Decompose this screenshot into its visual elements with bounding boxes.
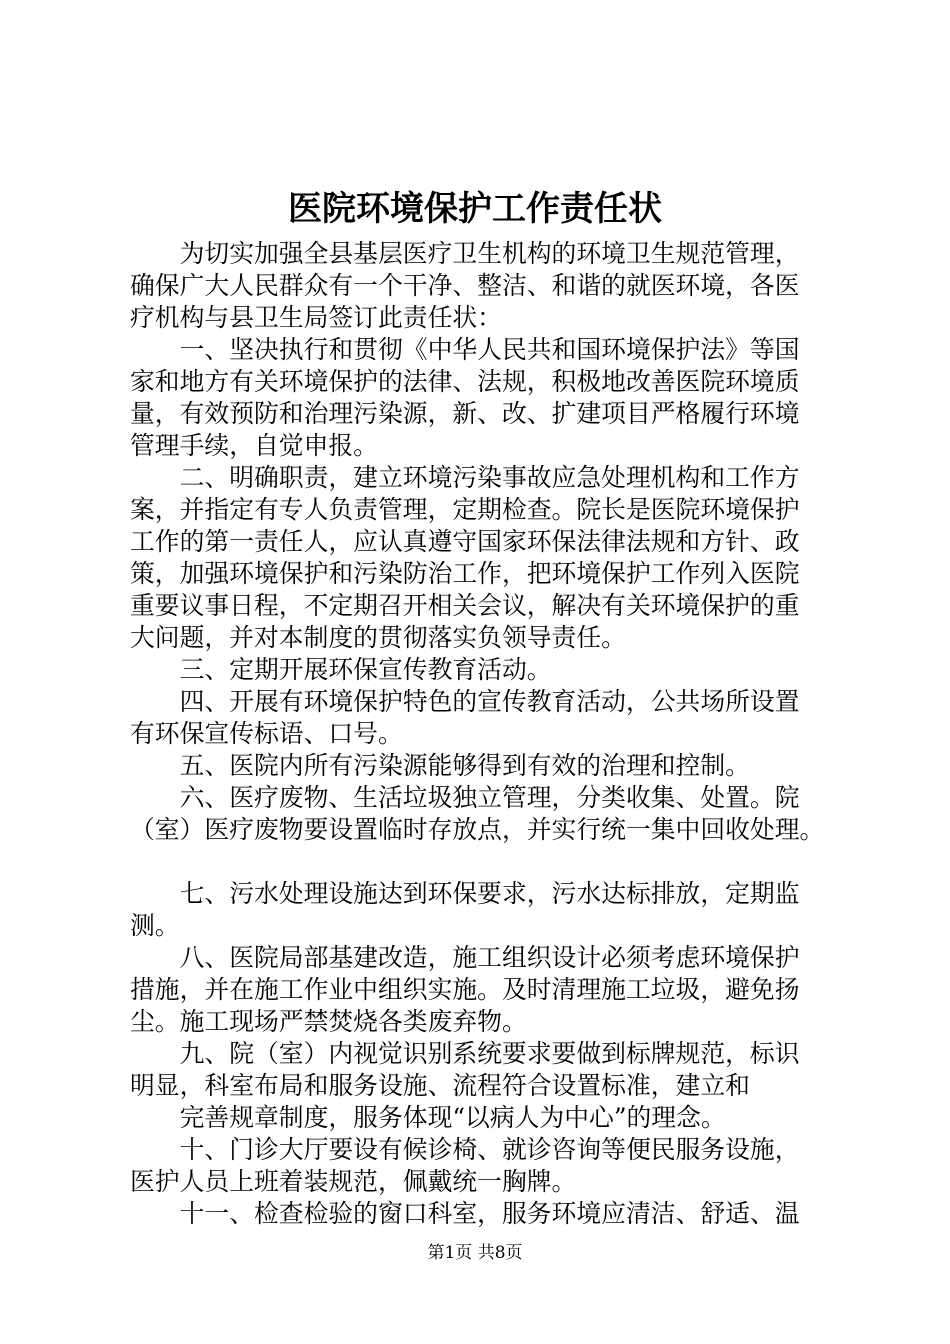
- body-line: 三、定期开展环保宣传教育活动。: [130, 655, 552, 684]
- body-line: 五、医院内所有污染源能够得到有效的治理和控制。: [130, 751, 750, 780]
- body-line: 确保广大人民群众有一个干净、整洁、和谐的就医环境，各医: [130, 271, 800, 300]
- body-line: 工作的第一责任人，应认真遵守国家环保法律法规和方针、政: [130, 527, 800, 556]
- body-line: 明显，科室布局和服务设施、流程符合设置标准，建立和: [130, 1071, 750, 1100]
- body-line: 案，并指定有专人负责管理，定期检查。院长是医院环境保护: [130, 495, 800, 524]
- document-title: 医院环境保护工作责任状: [288, 189, 662, 229]
- body-line: 一、坚决执行和贯彻《中华人民共和国环境保护法》等国: [130, 335, 800, 364]
- body-line: 量，有效预防和治理污染源，新、改、扩建项目严格履行环境: [130, 399, 800, 428]
- body-line: 尘。施工现场严禁焚烧各类废弃物。: [130, 1007, 527, 1036]
- body-line: 疗机构与县卫生局签订此责任状：: [130, 303, 502, 332]
- body-line: 大问题，并对本制度的贯彻落实负领导责任。: [130, 623, 626, 652]
- body-line: 八、医院局部基建改造，施工组织设计必须考虑环境保护: [130, 943, 800, 972]
- body-line: 完善规章制度，服务体现“以病人为中心”的理念。: [130, 1103, 726, 1132]
- body-line: （室）医疗废物要设置临时存放点，并实行统一集中回收处理。: [130, 815, 825, 844]
- body-line: 医护人员上班着装规范，佩戴统一胸牌。: [130, 1167, 577, 1196]
- body-line: 测。: [130, 911, 180, 940]
- body-line: 措施，并在施工作业中组织实施。及时清理施工垃圾，避免扬: [130, 975, 800, 1004]
- body-line: 管理手续，自觉申报。: [130, 431, 378, 460]
- body-line: 十、门诊大厅要设有候诊椅、就诊咨询等便民服务设施，: [130, 1135, 800, 1164]
- body-line: 有环保宣传标语、口号。: [130, 719, 403, 748]
- body-line: 策，加强环境保护和污染防治工作，把环境保护工作列入医院: [130, 559, 800, 588]
- body-line: 六、医疗废物、生活垃圾独立管理，分类收集、处置。院: [130, 783, 800, 812]
- page-number: 第1页 共8页: [427, 1243, 523, 1263]
- body-line: 为切实加强全县基层医疗卫生机构的环境卫生规范管理，: [130, 239, 800, 268]
- body-line: 十一、检查检验的窗口科室，服务环境应清洁、舒适、温: [130, 1199, 800, 1228]
- body-line: 九、院（室）内视觉识别系统要求要做到标牌规范，标识: [130, 1039, 800, 1068]
- body-line: 二、明确职责，建立环境污染事故应急处理机构和工作方: [130, 463, 800, 492]
- body-line: 重要议事日程，不定期召开相关会议，解决有关环境保护的重: [130, 591, 800, 620]
- body-line: 四、开展有环境保护特色的宣传教育活动，公共场所设置: [130, 687, 800, 716]
- body-line: 家和地方有关环境保护的法律、法规，积极地改善医院环境质: [130, 367, 800, 396]
- body-line: 七、污水处理设施达到环保要求，污水达标排放，定期监: [130, 879, 800, 908]
